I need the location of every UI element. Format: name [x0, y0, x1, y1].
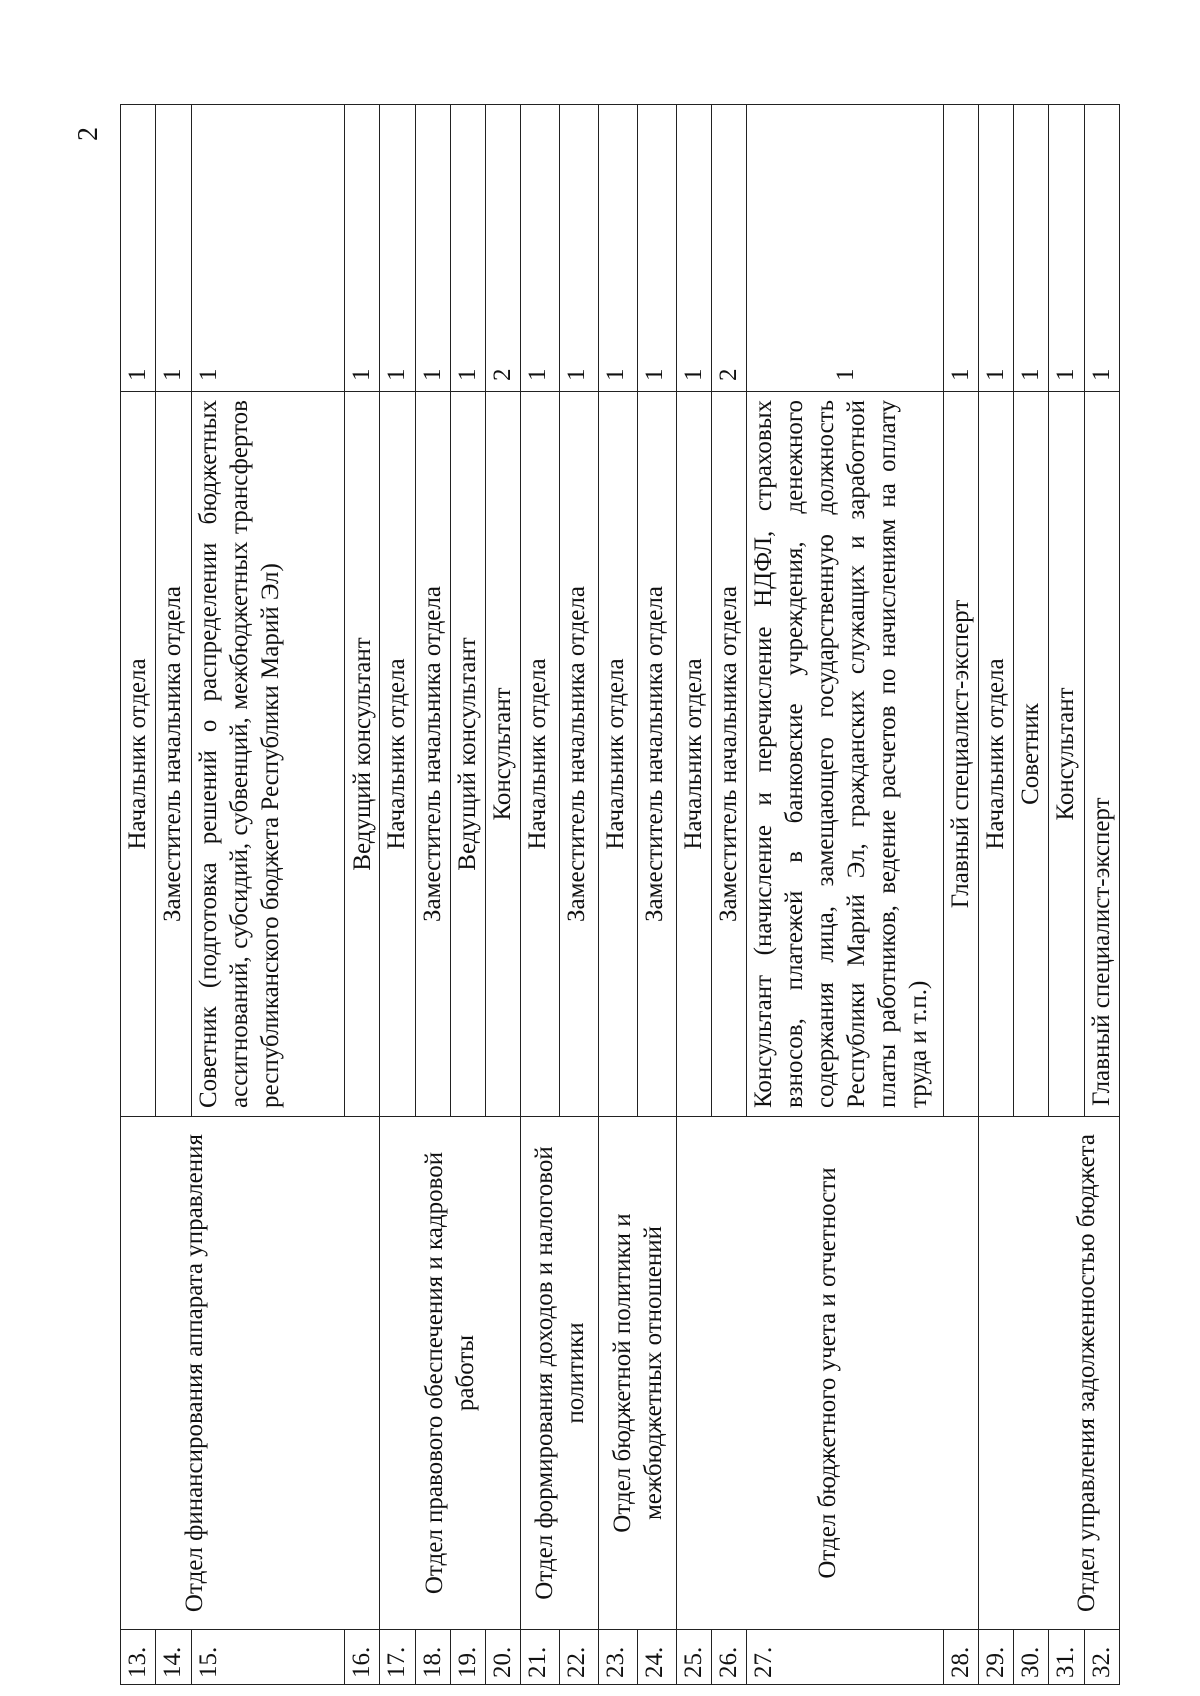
department-cell: Отдел бюджетного учета и отчетности	[676, 1117, 978, 1630]
position-cell: Заместитель начальника отдела	[415, 392, 450, 1117]
quantity-cell: 1	[599, 105, 638, 392]
position-cell: Заместитель начальника отдела	[156, 392, 191, 1117]
position-cell: Главный специалист-эксперт	[1084, 392, 1119, 1117]
quantity-cell: 1	[415, 105, 450, 392]
position-cell: Советник (подготовка решений о распределении бюджетных ассигнований, субсидий, субвенций, межбюджетных трансфертов республиканского бюджета Республики Марий Эл)	[191, 392, 345, 1117]
quantity-cell: 1	[380, 105, 415, 392]
position-cell: Ведущий консультант	[345, 392, 380, 1117]
quantity-cell: 1	[1084, 105, 1119, 392]
department-cell: Отдел правового обеспечения и кадровой работы	[380, 1117, 521, 1630]
row-number: 26.	[712, 1630, 747, 1685]
quantity-cell: 1	[560, 105, 599, 392]
quantity-cell: 1	[121, 105, 156, 392]
row-number: 15.	[191, 1630, 345, 1685]
position-cell: Начальник отдела	[599, 392, 638, 1117]
position-cell: Консультант (начисление и перечисление НДФЛ, страховых взносов, платежей в банковские учреждения, денежного содержания лица, замещающего государственную должность Республики Марий Эл, гражданских служащих и заработной платы работников, ведение расчетов по начислениям на оплату труда и т.п.)	[747, 392, 943, 1117]
department-cell: Отдел финансирования аппарата управления	[121, 1117, 380, 1630]
row-number: 13.	[121, 1630, 156, 1685]
page-number: 2	[73, 127, 104, 141]
row-number: 14.	[156, 1630, 191, 1685]
row-number: 19.	[450, 1630, 485, 1685]
quantity-cell: 1	[676, 105, 711, 392]
department-cell: Отдел бюджетной политики и межбюджетных отношений	[599, 1117, 677, 1630]
row-number: 17.	[380, 1630, 415, 1685]
table-row	[380, 105, 415, 1685]
staff-table	[120, 104, 1120, 1685]
position-cell: Заместитель начальника отдела	[712, 392, 747, 1117]
table-row	[521, 105, 560, 1685]
table-row	[599, 105, 638, 1685]
quantity-cell: 1	[191, 105, 345, 392]
quantity-cell: 1	[638, 105, 677, 392]
department-cell: Отдел формирования доходов и налоговой политики	[521, 1117, 599, 1630]
table-row	[676, 105, 711, 1685]
quantity-cell: 1	[978, 105, 1013, 392]
row-number: 20.	[486, 1630, 521, 1685]
table-row	[121, 105, 156, 1685]
position-cell: Заместитель начальника отдела	[560, 392, 599, 1117]
department-cell: Отдел управления задолженностью бюджета	[978, 1117, 1119, 1630]
quantity-cell: 1	[747, 105, 943, 392]
position-cell: Советник	[1014, 392, 1049, 1117]
row-number: 25.	[676, 1630, 711, 1685]
position-cell: Консультант	[1049, 392, 1084, 1117]
row-number: 23.	[599, 1630, 638, 1685]
position-cell: Начальник отдела	[676, 392, 711, 1117]
position-cell: Консультант	[486, 392, 521, 1117]
row-number: 31.	[1049, 1630, 1084, 1685]
row-number: 16.	[345, 1630, 380, 1685]
row-number: 30.	[1014, 1630, 1049, 1685]
row-number: 18.	[415, 1630, 450, 1685]
row-number: 32.	[1084, 1630, 1119, 1685]
quantity-cell: 2	[486, 105, 521, 392]
row-number: 22.	[560, 1630, 599, 1685]
quantity-cell: 1	[943, 105, 978, 392]
position-cell: Начальник отдела	[121, 392, 156, 1117]
quantity-cell: 1	[1049, 105, 1084, 392]
staff-table-rotated	[120, 105, 1120, 1685]
quantity-cell: 1	[345, 105, 380, 392]
quantity-cell: 1	[450, 105, 485, 392]
row-number: 24.	[638, 1630, 677, 1685]
row-number: 29.	[978, 1630, 1013, 1685]
table-row	[978, 105, 1013, 1685]
quantity-cell: 1	[521, 105, 560, 392]
position-cell: Начальник отдела	[521, 392, 560, 1117]
quantity-cell: 1	[1014, 105, 1049, 392]
row-number: 28.	[943, 1630, 978, 1685]
row-number: 27.	[747, 1630, 943, 1685]
position-cell: Главный специалист-эксперт	[943, 392, 978, 1117]
position-cell: Ведущий консультант	[450, 392, 485, 1117]
position-cell: Заместитель начальника отдела	[638, 392, 677, 1117]
row-number: 21.	[521, 1630, 560, 1685]
position-cell: Начальник отдела	[380, 392, 415, 1117]
quantity-cell: 2	[712, 105, 747, 392]
position-cell: Начальник отдела	[978, 392, 1013, 1117]
quantity-cell: 1	[156, 105, 191, 392]
